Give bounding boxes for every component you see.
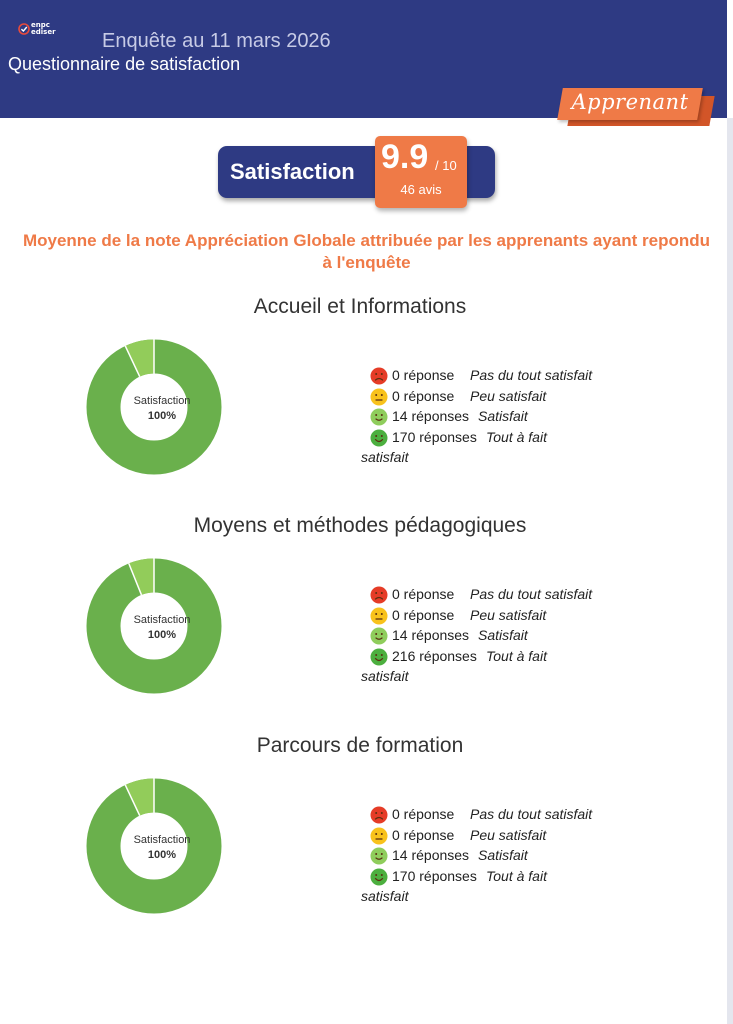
audience-ribbon (560, 88, 710, 124)
very-satisfied-smiley-icon (370, 429, 388, 447)
legend-category: Pas du tout satisfait (470, 806, 593, 822)
legend-category: Peu satisfait (470, 826, 547, 843)
audience-ribbon-label: Apprenant (571, 90, 689, 114)
satisfaction-label: Satisfaction (230, 159, 355, 184)
satisfied-smiley-icon (370, 408, 388, 426)
very-unsatisfied-smiley-icon (370, 806, 388, 824)
legend-category: Satisfait (478, 847, 528, 863)
satisfaction-legend (360, 365, 690, 467)
very-unsatisfied-smiley-icon (370, 586, 388, 604)
legend-category: Peu satisfait (470, 606, 547, 623)
section-title: Moyens et méthodes pédagogiques (193, 514, 527, 537)
legend-count: 14 réponses (392, 627, 470, 643)
survey-section (0, 514, 727, 724)
legend-item (360, 584, 690, 605)
header-banner (0, 0, 727, 118)
legend-category: Tout à fait (486, 428, 547, 445)
legend-item (360, 866, 690, 887)
survey-date: Enquête au 11 mars 2026 (102, 30, 331, 52)
donut-center-value: 100% (147, 629, 177, 641)
donut-center-label: Satisfaction (133, 834, 191, 846)
very-unsatisfied-smiley-icon (370, 367, 388, 385)
legend-count: 0 réponse (392, 387, 455, 404)
legend-count: 0 réponse (392, 367, 455, 383)
legend-category-continuation: satisfait (361, 668, 409, 684)
legend-item (360, 845, 690, 866)
legend-item (360, 625, 690, 646)
section-title: Accueil et Informations (253, 295, 467, 318)
legend-count: 216 réponses (392, 647, 477, 664)
legend-count: 0 réponse (392, 606, 455, 623)
very-satisfied-smiley-icon (370, 868, 388, 886)
score-box (375, 136, 467, 208)
legend-category: Pas du tout satisfait (470, 586, 593, 602)
legend-count: 0 réponse (392, 586, 455, 602)
response-count: 46 avis (400, 182, 442, 197)
legend-item (360, 825, 690, 846)
legend-item (360, 406, 690, 427)
legend-count: 170 réponses (392, 428, 477, 445)
legend-category-continuation: satisfait (361, 888, 409, 904)
page-edge (727, 118, 733, 1024)
donut-center-value: 100% (147, 410, 177, 422)
logo-check-icon (18, 23, 30, 35)
score-description: Moyenne de la note Appréciation Globale attribuée par les apprenants ayant repondu à l'enquête (22, 231, 711, 272)
satisfaction-legend (360, 584, 690, 686)
legend-category-continuation: satisfait (361, 449, 409, 465)
legend-item (360, 386, 690, 407)
donut-center-value: 100% (147, 849, 177, 861)
legend-category: Tout à fait (486, 867, 547, 884)
unsatisfied-smiley-icon (370, 388, 388, 406)
satisfaction-donut-chart (86, 558, 222, 694)
enpc-ediser-logo (18, 22, 78, 42)
legend-count: 0 réponse (392, 806, 455, 822)
legend-item (360, 646, 690, 667)
satisfaction-legend (360, 804, 690, 906)
unsatisfied-smiley-icon (370, 827, 388, 845)
legend-item (360, 427, 690, 448)
unsatisfied-smiley-icon (370, 607, 388, 625)
donut-center-label: Satisfaction (133, 614, 191, 626)
survey-section (0, 295, 727, 505)
logo-brand-line1: enpc (31, 21, 50, 29)
score-scale: / 10 (435, 158, 457, 173)
donut-center-label: Satisfaction (133, 395, 191, 407)
score-value: 9.9 (381, 138, 429, 176)
legend-count: 170 réponses (392, 867, 477, 884)
legend-count: 14 réponses (392, 408, 470, 424)
satisfied-smiley-icon (370, 847, 388, 865)
very-satisfied-smiley-icon (370, 648, 388, 666)
legend-item (360, 605, 690, 626)
legend-category: Peu satisfait (470, 387, 547, 404)
legend-category: Pas du tout satisfait (470, 367, 593, 383)
logo-brand-line2: ediser (31, 28, 56, 36)
legend-count: 14 réponses (392, 847, 470, 863)
survey-title: Questionnaire de satisfaction (8, 54, 241, 74)
satisfaction-donut-chart (86, 339, 222, 475)
legend-category: Satisfait (478, 408, 528, 424)
legend-category: Tout à fait (486, 647, 547, 664)
legend-item (360, 804, 690, 825)
survey-section (0, 734, 727, 944)
legend-item (360, 365, 690, 386)
legend-count: 0 réponse (392, 826, 455, 843)
section-title: Parcours de formation (256, 734, 464, 757)
satisfied-smiley-icon (370, 627, 388, 645)
satisfaction-donut-chart (86, 778, 222, 914)
legend-category: Satisfait (478, 627, 528, 643)
